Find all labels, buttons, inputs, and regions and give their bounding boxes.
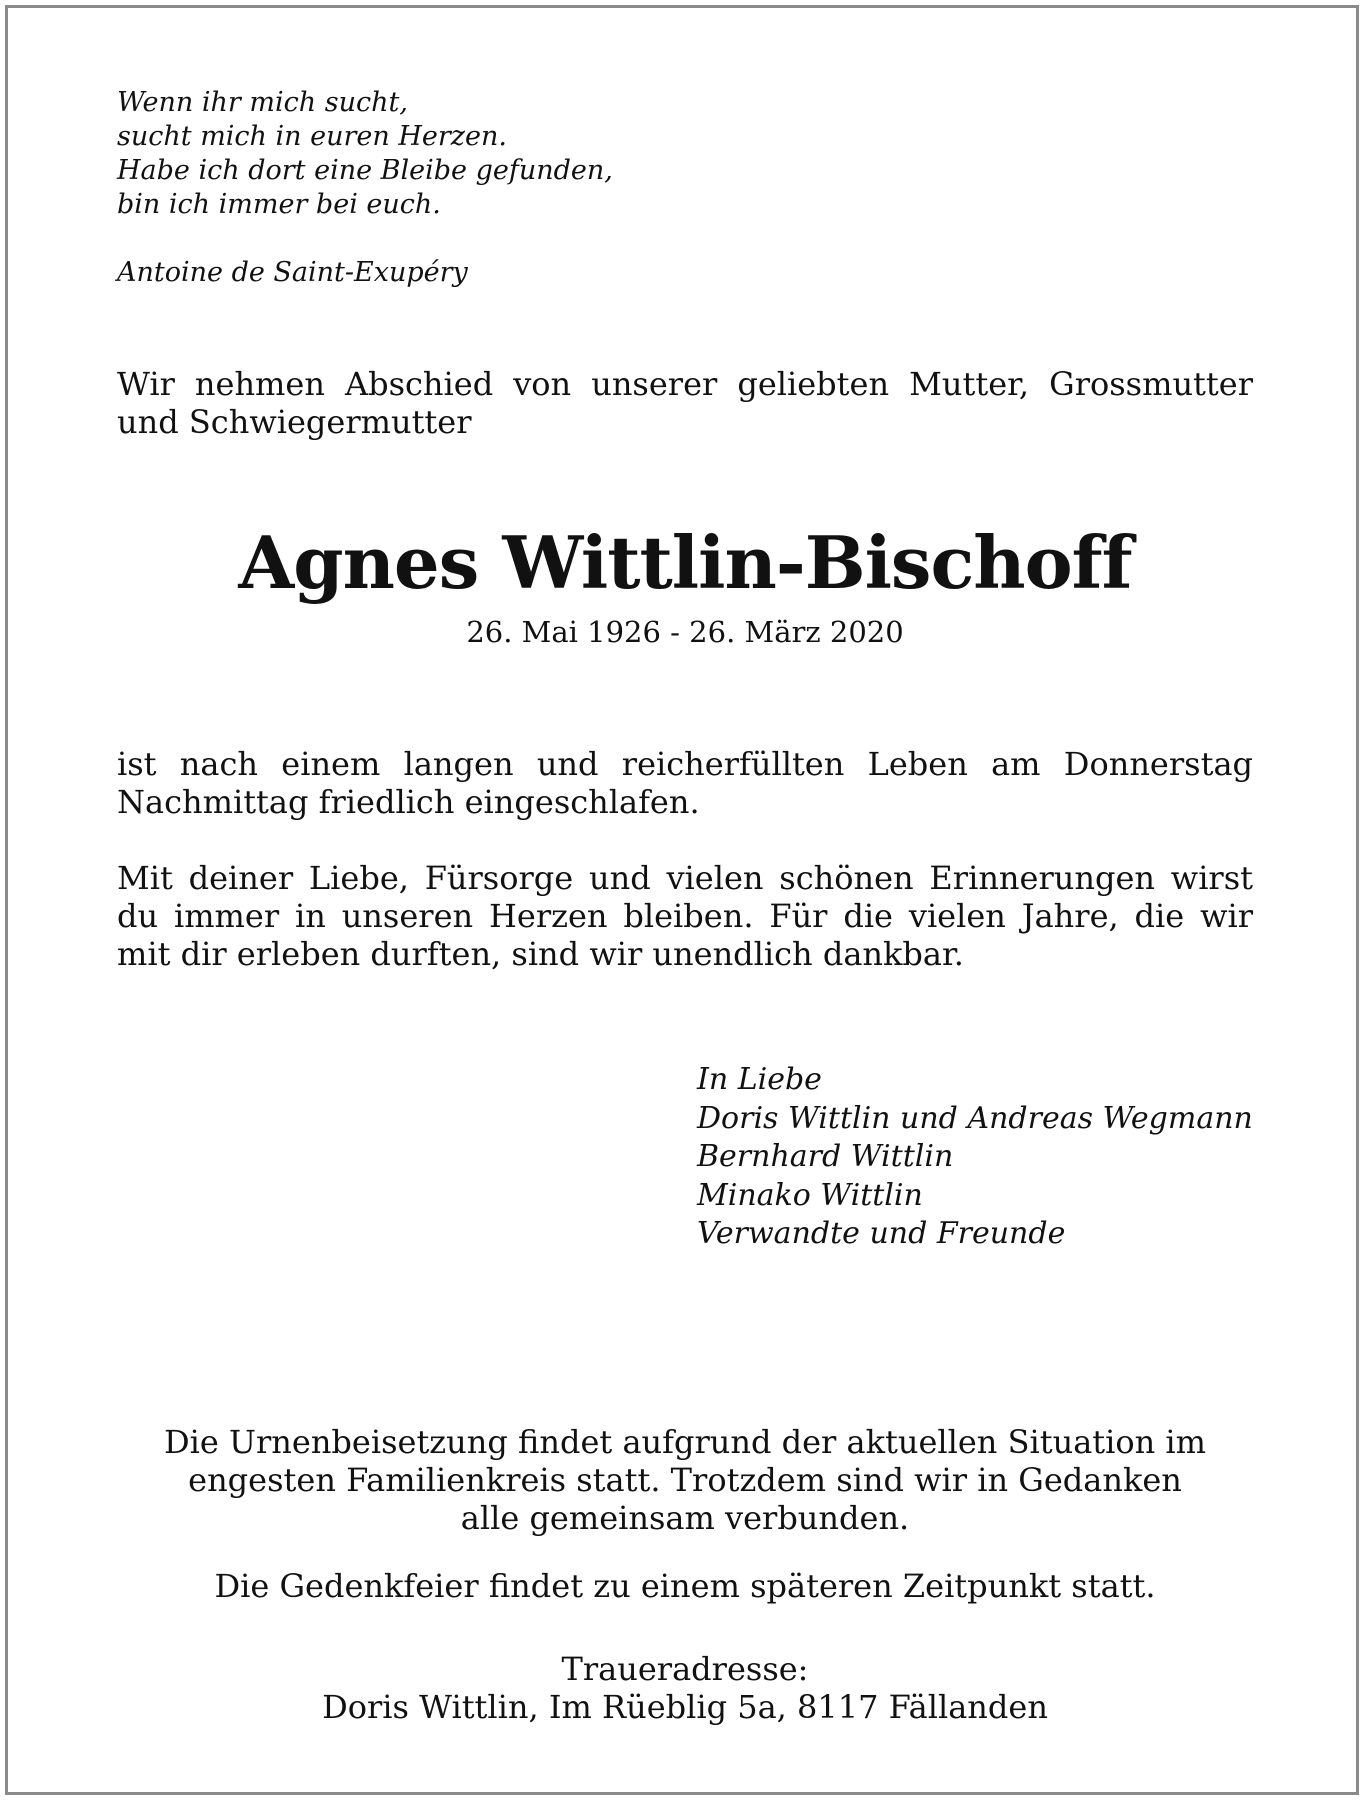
quote-line: Habe ich dort eine Bleibe gefunden, bbox=[117, 155, 613, 186]
closing-line: In Liebe bbox=[697, 1062, 822, 1097]
closing-line: Bernhard Wittlin bbox=[697, 1139, 954, 1174]
paragraph: Mit deiner Liebe, Fürsorge und vielen schönen Erinnerungen wirst du immer in unseren Herzen bleiben. Für die vielen Jahre, die wir mit dir erleben durften, sind wir unendlich dankbar. bbox=[117, 859, 1253, 973]
life-dates: 26. Mai 1926 - 26. März 2020 bbox=[466, 615, 904, 649]
quote-line: sucht mich in euren Herzen. bbox=[117, 121, 507, 152]
urn-notice-line: alle gemeinsam verbunden. bbox=[460, 1499, 910, 1537]
urn-notice-line: Die Urnenbeisetzung findet aufgrund der aktuellen Situation im bbox=[164, 1423, 1206, 1461]
quote bbox=[117, 86, 613, 222]
mourning-address: Doris Wittlin, Im Rüeblig 5a, 8117 Fällanden bbox=[322, 1688, 1048, 1726]
quote-author: Antoine de Saint-Exupéry bbox=[117, 257, 468, 288]
urn-notice bbox=[117, 1423, 1253, 1537]
urn-notice-line: engesten Familienkreis statt. Trotzdem sind wir in Gedanken bbox=[188, 1461, 1182, 1499]
deceased-name: Agnes Wittlin-Bischoff bbox=[238, 520, 1132, 605]
closing-line: Minako Wittlin bbox=[697, 1177, 923, 1213]
quote-line: Wenn ihr mich sucht, bbox=[117, 87, 408, 118]
closing-signatures bbox=[697, 1061, 1253, 1254]
paragraph: ist nach einem langen und reicherfüllten Leben am Donnerstag Nachmittag friedlich eingeschlafen. bbox=[117, 745, 1253, 821]
memorial-notice: Die Gedenkfeier findet zu einem späteren Zeitpunkt statt. bbox=[214, 1567, 1156, 1605]
closing-line: Verwandte und Freunde bbox=[697, 1216, 1066, 1251]
intro-text: Wir nehmen Abschied von unserer geliebten Mutter, Grossmutter und Schwiegermutter bbox=[117, 365, 1253, 441]
quote-line: bin ich immer bei euch. bbox=[117, 189, 441, 220]
address-label: Traueradresse: bbox=[561, 1650, 809, 1688]
closing-line: Doris Wittlin und Andreas Wegmann bbox=[697, 1100, 1253, 1136]
